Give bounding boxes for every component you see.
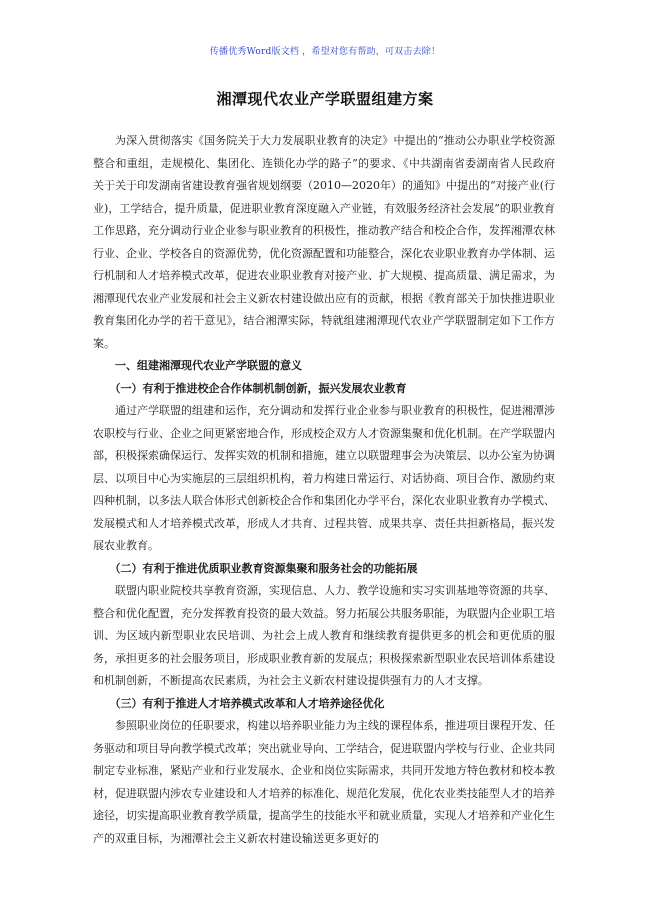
subsection-heading-3: （三）有利于推进人才培养模式改革和人才培养途径优化 [109, 696, 385, 710]
section-heading-1: 一、组建湘潭现代农业产学联盟的意义 [115, 359, 302, 372]
subsection-paragraph-2: 联盟内职业院校共享教育资源，实现信息、人力、教学设施和实习实训基地等资源的共享、整合和优化配置，充分发挥教育投资的最大效益。努力拓展公共服务职能，为联盟内企业职工培训、为区域内新型职业农民培训、为社会上成人教育和继续教育提供更多的机会和更优质的服务，承担更多的社会服务项目，形成职业教育新的发展点；积极探索新型职业农民培训体系建设和机制创新，不断提高农民素质，为社会主义新农村建设提供强有力的人才支撑。 [93, 584, 555, 687]
subsection-paragraph-1: 通过产学联盟的组建和运作，充分调动和发挥行业企业参与职业教育的积极性，促进湘潭涉农职校与行业、企业之间更紧密地合作，形成校企双方人才资源集聚和优化机制。在产学联盟内部，积极探索确保运行、发挥实效的机制和措施，建立以联盟理事会为决策层、以办公室为协调层、以项目中心为实施层的三层组织机构，着力构建日常运行、对话协商、项目合作、激励约束四种机制，以多法人联合体形式创新校企合作和集团化办学平台，深化农业职业教育办学模式、发展模式和人才培养模式改革，形成人才共育、过程共管、成果共享、责任共担新格局，振兴发展农业教育。 [93, 404, 555, 552]
watermark-banner: 传播优秀Word版文档 ，希望对您有帮助，可双击去除！ [209, 47, 441, 57]
intro-paragraph: 为深入贯彻落实《国务院关于大力发展职业教育的决定》中提出的“推动公办职业学校资源整合和重组，走规模化、集团化、连锁化办学的路子”的要求、《中共湖南省委湖南省人民政府关于关于印发湖南省建设教育强省规划纲要（2010—2020年）的通知》中提出的“对接产业(行业)，工学结合，提升质量，促进职业教育深度融入产业链，有效服务经济社会发展”的职业教育工作思路，充分调动行业企业参与职业教育的积极性，推动教产结合和校企合作，发挥湘潭农林行业、企业、学校各自的资源优势，优化资源配置和功能整合，深化农业职业教育办学体制、运行机制和人才培养模式改革，促进农业职业教育对接产业、扩大规模、提高质量、满足需求，为湘潭现代农业产业发展和社会主义新农村建设做出应有的贡献，根据《教育部关于加快推进职业教育集团化办学的若干意见》，结合湘潭实际，特就组建湘潭现代农业产学联盟制定如下工作方案。 [93, 134, 555, 350]
subsection-heading-1: （一）有利于推进校企合作体制机制创新，振兴发展农业教育 [109, 381, 407, 395]
document-title: 湘潭现代农业产学联盟组建方案 [216, 90, 434, 108]
document-body [93, 130, 555, 850]
subsection-paragraph-3: 参照职业岗位的任职要求，构建以培养职业能力为主线的课程体系，推进项目课程开发、任务驱动和项目导向教学模式改革；突出就业导向、工学结合，促进联盟内学校与行业、企业共同制定专业标准，紧贴产业和行业发展水、企业和岗位实际需求，共同开发地方特色教材和校本教材，促进联盟内涉农专业建设和人才培养的标准化、规范化发展，优化农业类技能型人才的培养途径，切实提高职业教育教学质量，提高学生的技能水平和就业质量，实现人才培养和产业化生产的双重目标，为湘潭社会主义新农村建设输送更多更好的 [93, 719, 555, 845]
subsection-heading-2: （二）有利于推进优质职业教育资源集聚和服务社会的功能拓展 [109, 561, 418, 575]
